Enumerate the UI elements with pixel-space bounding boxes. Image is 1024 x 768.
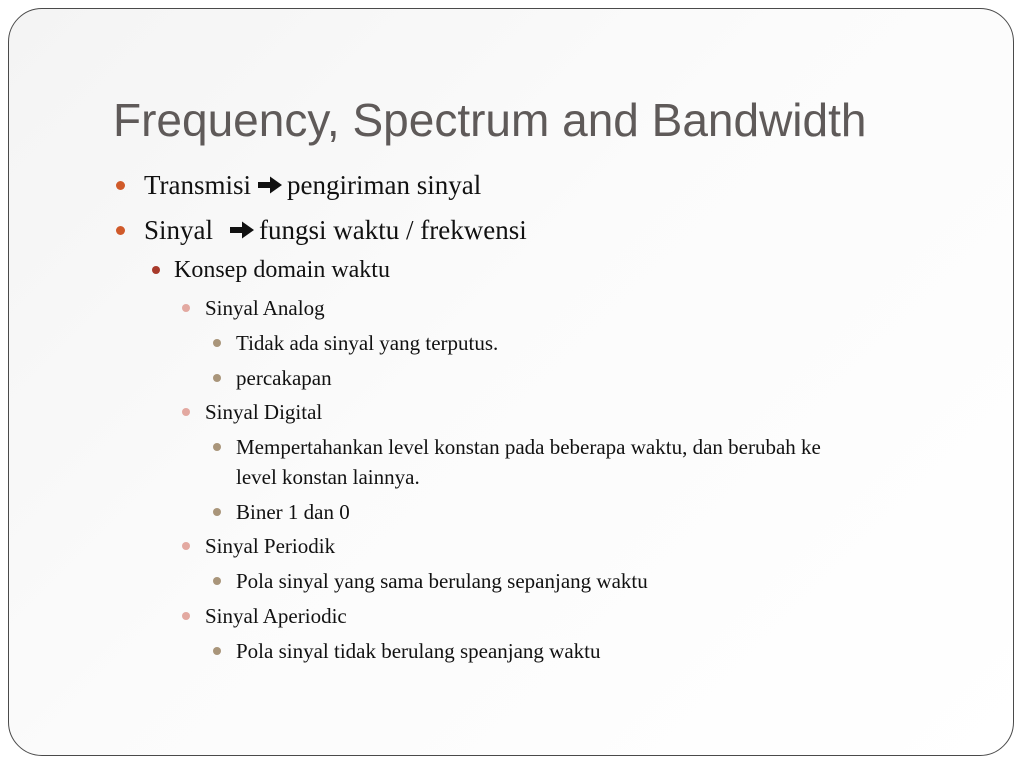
analog-item: Tidak ada sinyal yang terputus. xyxy=(236,331,499,355)
bullet-dot-icon xyxy=(116,181,125,190)
analog-item: percakapan xyxy=(236,366,332,390)
bullet-dot-icon xyxy=(182,612,190,620)
sub-bullet-konsep: Konsep domain waktu xyxy=(174,257,390,283)
aperiodic-item: Pola sinyal tidak berulang speanjang waktu xyxy=(236,639,601,663)
sinyal-analog: Sinyal Analog xyxy=(205,296,325,320)
digital-item: Mempertahankan level konstan pada beberapa waktu, dan berubah ke xyxy=(236,435,821,459)
bullet-dot-icon xyxy=(182,408,190,416)
digital-item-continued: level konstan lainnya. xyxy=(236,465,420,489)
sinyal-aperiodic: Sinyal Aperiodic xyxy=(205,604,347,628)
bullet-text: Transmisi xyxy=(144,170,252,200)
bullet-text: fungsi waktu / frekwensi xyxy=(259,215,527,245)
sinyal-digital: Sinyal Digital xyxy=(205,400,323,424)
bullet-dot-icon xyxy=(152,266,160,274)
right-arrow-icon xyxy=(257,175,283,195)
bullet-sinyal xyxy=(144,214,527,246)
bullet-text: pengiriman sinyal xyxy=(287,170,482,200)
bullet-dot-icon xyxy=(213,647,221,655)
digital-item: Biner 1 dan 0 xyxy=(236,500,350,524)
bullet-dot-icon xyxy=(213,443,221,451)
bullet-transmisi xyxy=(144,169,481,201)
bullet-text: Sinyal xyxy=(144,215,214,245)
bullet-dot-icon xyxy=(182,304,190,312)
sinyal-periodik: Sinyal Periodik xyxy=(205,534,336,558)
bullet-dot-icon xyxy=(213,508,221,516)
right-arrow-icon xyxy=(229,220,255,240)
bullet-dot-icon xyxy=(213,577,221,585)
bullet-dot-icon xyxy=(213,339,221,347)
bullet-dot-icon xyxy=(182,542,190,550)
slide-title: Frequency, Spectrum and Bandwidth xyxy=(113,94,867,146)
bullet-dot-icon xyxy=(116,226,125,235)
bullet-dot-icon xyxy=(213,374,221,382)
periodik-item: Pola sinyal yang sama berulang sepanjang waktu xyxy=(236,569,648,593)
